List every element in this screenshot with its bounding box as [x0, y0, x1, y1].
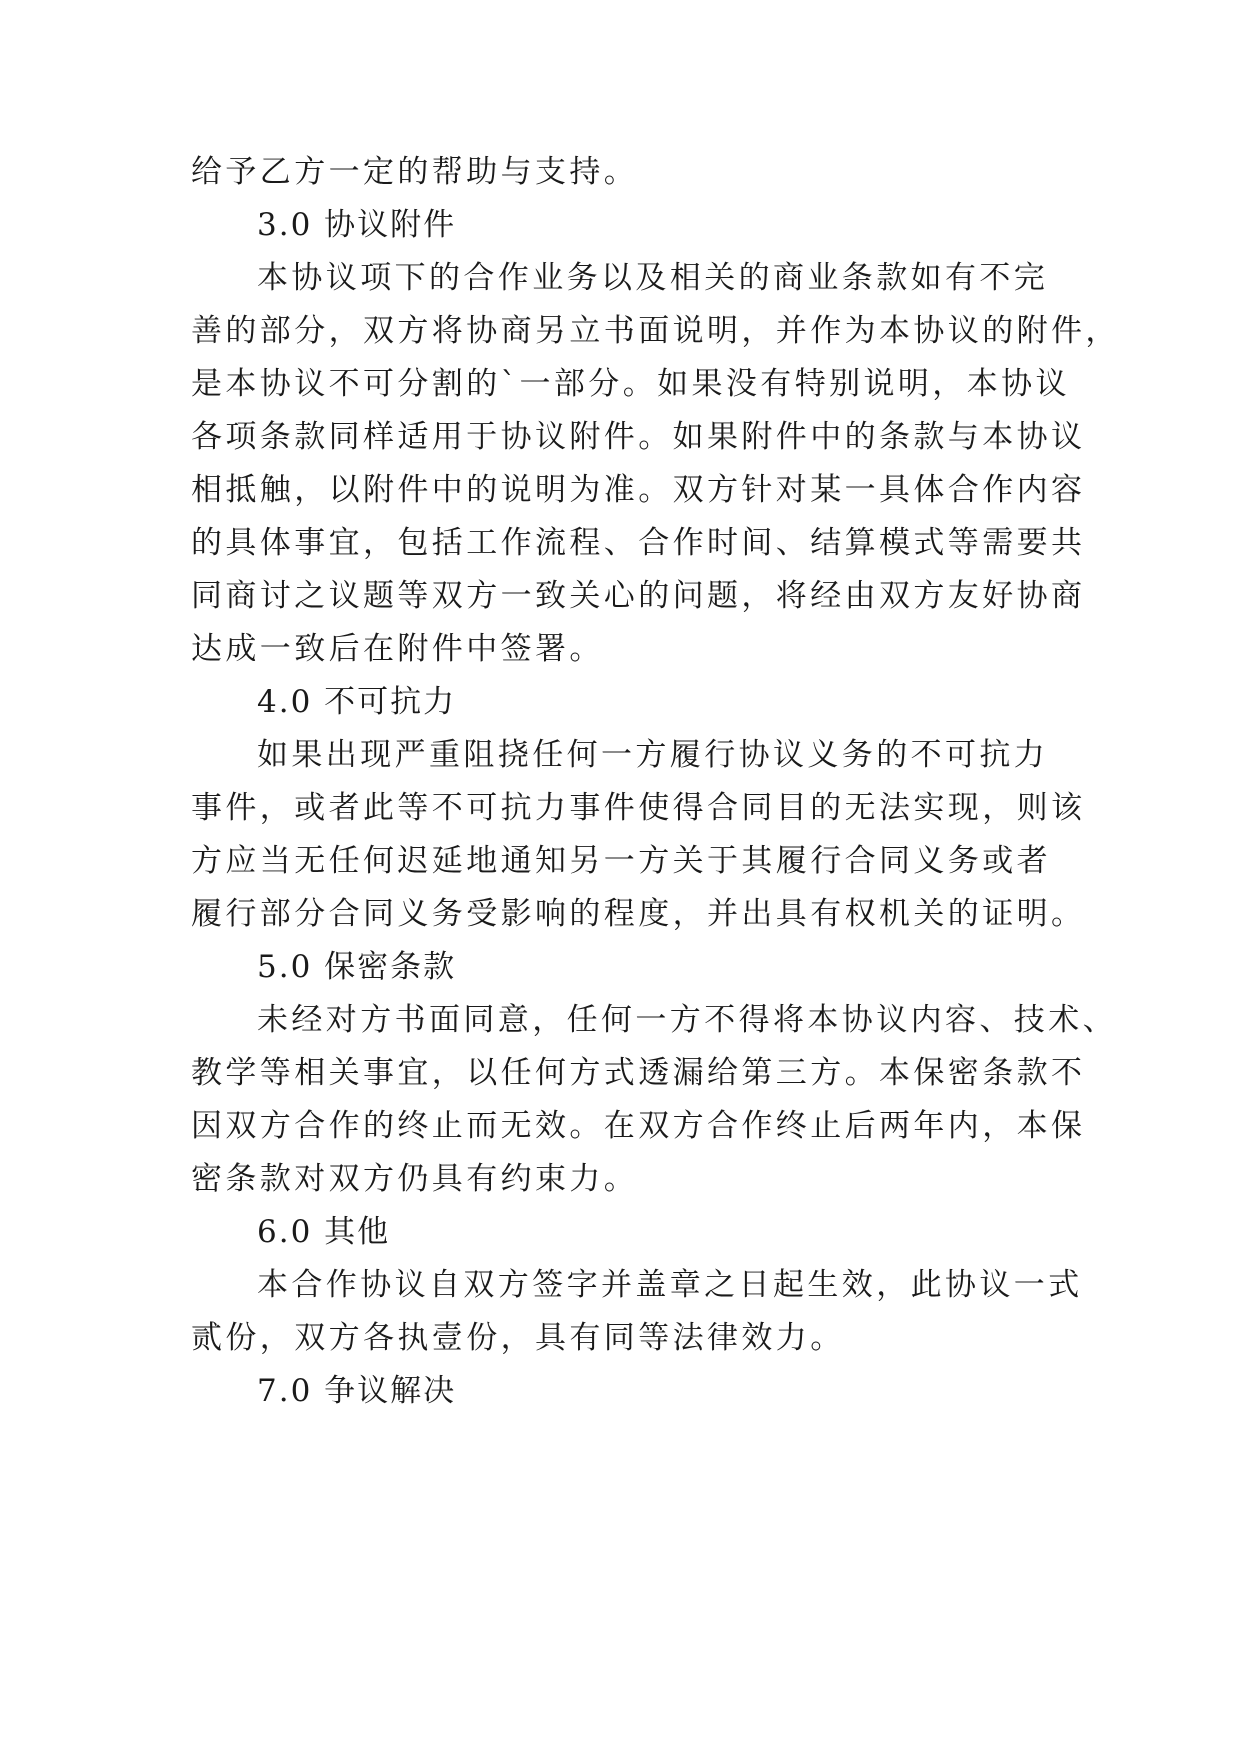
paragraph-line: 未经对方书面同意，任何一方不得将本协议内容、技术、: [257, 1002, 1117, 1038]
paragraph-line: 履行部分合同义务受影响的程度，并出具有权机关的证明。: [191, 896, 1086, 932]
paragraph-line: 事件，或者此等不可抗力事件使得合同目的无法实现，则该: [191, 790, 1086, 826]
paragraph-line: 密条款对双方仍具有约束力。: [191, 1161, 639, 1197]
section-heading-force-majeure: 4.0 不可抗力: [257, 684, 457, 720]
paragraph-line: 教学等相关事宜，以任何方式透漏给第三方。本保密条款不: [191, 1055, 1086, 1091]
paragraph-line: 如果出现严重阻挠任何一方履行协议义务的不可抗力: [257, 737, 1049, 773]
paragraph-line: 相抵触，以附件中的说明为准。双方针对某一具体合作内容: [191, 472, 1086, 508]
paragraph-line: 善的部分，双方将协商另立书面说明，并作为本协议的附件，: [191, 313, 1120, 349]
paragraph-line: 给予乙方一定的帮助与支持。: [191, 154, 639, 190]
section-heading-dispute-resolution: 7.0 争议解决: [257, 1373, 457, 1409]
paragraph-line: 贰份，双方各执壹份，具有同等法律效力。: [191, 1320, 845, 1356]
paragraph-line: 本协议项下的合作业务以及相关的商业条款如有不完: [257, 260, 1049, 296]
paragraph-line: 方应当无任何迟延地通知另一方关于其履行合同义务或者: [191, 843, 1051, 879]
paragraph-line: 同商讨之议题等双方一致关心的问题，将经由双方友好协商: [191, 578, 1086, 614]
section-heading-other: 6.0 其他: [257, 1214, 391, 1250]
section-heading-confidentiality: 5.0 保密条款: [257, 949, 457, 985]
paragraph-line: 是本协议不可分割的`一部分。如果没有特别说明，本协议: [191, 366, 1070, 402]
paragraph-line: 的具体事宜，包括工作流程、合作时间、结算模式等需要共: [191, 525, 1086, 561]
paragraph-line: 因双方合作的终止而无效。在双方合作终止后两年内，本保: [191, 1108, 1086, 1144]
paragraph-line: 本合作协议自双方签字并盖章之日起生效，此协议一式: [257, 1267, 1083, 1303]
section-heading-attachments: 3.0 协议附件: [257, 207, 457, 243]
paragraph-line: 达成一致后在附件中签署。: [191, 631, 604, 667]
paragraph-line: 各项条款同样适用于协议附件。如果附件中的条款与本协议: [191, 419, 1086, 455]
